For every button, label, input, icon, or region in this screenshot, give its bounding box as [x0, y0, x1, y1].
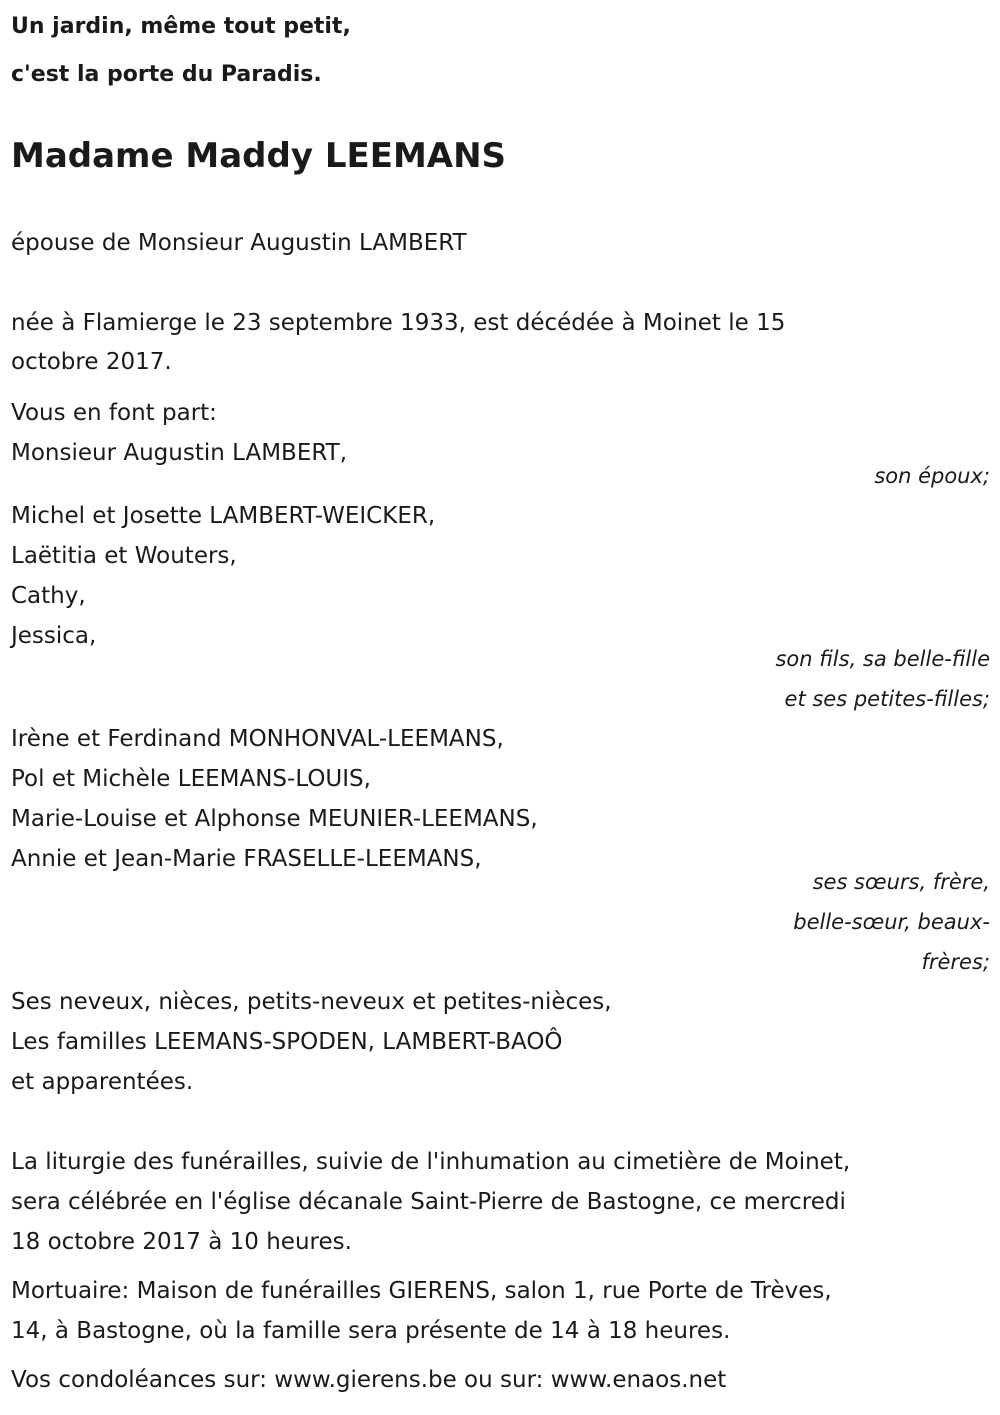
family-relation: belle-sœur, beaux- — [793, 910, 990, 934]
family-name: et apparentées. — [11, 1069, 194, 1095]
epigraph-line-1: Un jardin, même tout petit, — [11, 14, 351, 39]
mortuary-line-2: 14, à Bastogne, où la famille sera présente de 14 à 18 heures. — [11, 1318, 731, 1344]
family-name: Irène et Ferdinand MONHONVAL-LEEMANS, — [11, 726, 504, 752]
deceased-name-title: Madame Maddy LEEMANS — [11, 136, 507, 176]
mortuary-line-1: Mortuaire: Maison de funérailles GIERENS, salon 1, rue Porte de Trèves, — [11, 1278, 832, 1304]
family-relation: frères; — [921, 950, 990, 974]
spouse-line: épouse de Monsieur Augustin LAMBERT — [11, 230, 467, 256]
family-name: Laëtitia et Wouters, — [11, 543, 237, 569]
epigraph-line-2: c'est la porte du Paradis. — [11, 62, 322, 87]
family-name: Cathy, — [11, 583, 86, 609]
condolences-line: Vos condoléances sur: www.gierens.be ou sur: www.enaos.net — [11, 1367, 727, 1393]
funeral-line-3: 18 octobre 2017 à 10 heures. — [11, 1229, 352, 1255]
family-name: Annie et Jean-Marie FRASELLE-LEEMANS, — [11, 846, 482, 872]
funeral-line-2: sera célébrée en l'église décanale Saint-Pierre de Bastogne, ce mercredi — [11, 1189, 846, 1215]
family-name: Michel et Josette LAMBERT-WEICKER, — [11, 503, 436, 529]
announcement-intro: Vous en font part: — [11, 400, 217, 426]
family-relation: son époux; — [874, 464, 990, 488]
birth-death-line-2: octobre 2017. — [11, 349, 172, 375]
family-name: Les familles LEEMANS-SPODEN, LAMBERT-BAOÔ — [11, 1029, 563, 1055]
family-relation: son fils, sa belle-fille — [775, 647, 990, 671]
family-name: Monsieur Augustin LAMBERT, — [11, 440, 348, 466]
family-name: Ses neveux, nièces, petits-neveux et petites-nièces, — [11, 989, 612, 1015]
family-name: Marie-Louise et Alphonse MEUNIER-LEEMANS, — [11, 806, 538, 832]
family-name: Pol et Michèle LEEMANS-LOUIS, — [11, 766, 371, 792]
family-name: Jessica, — [11, 623, 97, 649]
family-relation: et ses petites-filles; — [784, 687, 990, 711]
birth-death-line-1: née à Flamierge le 23 septembre 1933, est décédée à Moinet le 15 — [11, 310, 786, 336]
family-relation: ses sœurs, frère, — [812, 870, 990, 894]
funeral-line-1: La liturgie des funérailles, suivie de l'inhumation au cimetière de Moinet, — [11, 1149, 851, 1175]
